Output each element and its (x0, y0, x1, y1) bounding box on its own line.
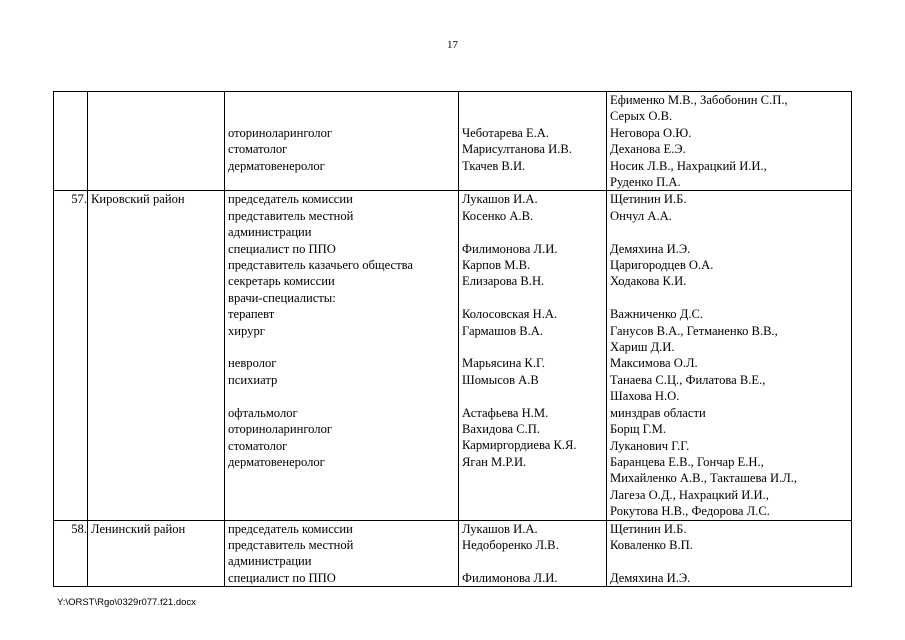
substitute-name: минздрав области (610, 405, 706, 420)
member-name (462, 503, 606, 519)
role-cell (225, 520, 459, 587)
role-line: администрации (228, 225, 312, 240)
table-row (54, 92, 852, 191)
substitute-name: Рокутова Н.В., Федорова Л.С. (610, 504, 770, 519)
role-line: специалист по ППО (228, 241, 336, 256)
member-name: Марьясина К.Г. (462, 356, 545, 371)
substitute-name: Танаева С.Ц., Филатова В.Е., (610, 372, 766, 387)
member-name (462, 224, 606, 240)
member-name: Колосовская Н.А. (462, 307, 558, 322)
district-name: Ленинский район (88, 520, 225, 587)
member-name: Лукашов И.А. (462, 521, 538, 536)
substitute-name: Луканович Г.Г. (610, 438, 690, 453)
commission-table (53, 91, 852, 587)
substitute-name: Борщ Г.М. (610, 422, 667, 437)
role-line (228, 339, 458, 355)
role-cell (225, 92, 459, 191)
member-name: Елизарова В.Н. (462, 274, 545, 289)
role-line: терапевт (228, 307, 275, 322)
role-line (228, 503, 458, 519)
substitute-name: Деханова Е.Э. (610, 142, 686, 157)
member-name: Филимонова Л.И. (462, 241, 558, 256)
role-line: представитель казачьего общества (228, 258, 413, 273)
role-line: председатель комиссии (228, 521, 353, 536)
substitute-name (610, 224, 851, 240)
role-line: секретарь комиссии (228, 274, 335, 289)
role-line: офтальмолог (228, 405, 298, 420)
member-name (462, 108, 606, 124)
member-name (462, 290, 606, 306)
member-name: Чеботарева Е.А. (462, 125, 550, 140)
table-row (54, 191, 852, 520)
member-name: Ткачев В.И. (462, 158, 526, 173)
role-line: представитель местной (228, 537, 354, 552)
district-name (88, 92, 225, 191)
member-name: Лукашов И.А. (462, 192, 538, 207)
role-line: специалист по ППО (228, 570, 336, 585)
substitute-name: Ходакова К.И. (610, 274, 687, 289)
substitute-name: Носик Л.В., Нахрацкий И.И., (610, 158, 767, 173)
member-name: Марисултанова И.В. (462, 142, 572, 157)
substitute-name: Неговора О.Ю. (610, 125, 692, 140)
substitute-name: Демяхина И.Э. (610, 570, 691, 585)
substitute-name: Ганусов В.А., Гетманенко В.В., (610, 323, 778, 338)
substitute-name: Шахова Н.О. (610, 389, 680, 404)
role-line (228, 470, 458, 486)
role-cell (225, 191, 459, 520)
substitute-name: Коваленко В.П. (610, 537, 693, 552)
substitute-cell (607, 92, 852, 191)
substitute-name (610, 290, 851, 306)
member-name: Кармиргордиева К.Я. (462, 438, 577, 453)
row-number (54, 92, 88, 191)
member-name (462, 553, 606, 569)
role-line: администрации (228, 554, 312, 569)
member-name: Яган М.Р.И. (462, 454, 527, 469)
member-cell (459, 520, 607, 587)
substitute-name: Щетинин И.Б. (610, 521, 687, 536)
substitute-name: Царигородцев О.А. (610, 258, 714, 273)
member-name (462, 92, 606, 108)
substitute-name: Михайленко А.В., Такташева И.Л., (610, 471, 798, 486)
substitute-name: Важниченко Д.С. (610, 307, 704, 322)
role-line: оториноларинголог (228, 422, 333, 437)
role-line: дерматовенеролог (228, 454, 325, 469)
member-name: Вахидова С.П. (462, 422, 541, 437)
member-name: Шомысов А.В (462, 372, 539, 387)
role-line: представитель местной (228, 208, 354, 223)
role-line: стоматолог (228, 438, 288, 453)
substitute-cell (607, 191, 852, 520)
substitute-name (610, 553, 851, 569)
substitute-name: Серых О.В. (610, 109, 673, 124)
member-name (462, 388, 606, 404)
substitute-name: Ончул А.А. (610, 208, 672, 223)
role-line (228, 487, 458, 503)
role-line: дерматовенеролог (228, 158, 325, 173)
substitute-name: Ефименко М.В., Забобонин С.П., (610, 93, 788, 107)
role-line (228, 92, 458, 108)
member-name (462, 339, 606, 355)
row-number: 58. (54, 520, 88, 587)
substitute-name: Баранцева Е.В., Гончар Е.Н., (610, 454, 764, 469)
row-number: 57. (54, 191, 88, 520)
role-line (228, 108, 458, 124)
substitute-name: Хариш Д.И. (610, 340, 675, 355)
member-name (462, 174, 606, 190)
role-line (228, 388, 458, 404)
substitute-name: Демяхина И.Э. (610, 241, 691, 256)
role-line: стоматолог (228, 142, 288, 157)
role-line: хирург (228, 323, 265, 338)
role-line: врачи-специалисты: (228, 290, 336, 305)
member-name (462, 487, 606, 503)
role-line: председатель комиссии (228, 192, 353, 207)
member-name: Астафьева Н.М. (462, 405, 549, 420)
substitute-cell (607, 520, 852, 587)
member-name: Гармашов В.А. (462, 323, 544, 338)
member-name: Косенко А.В. (462, 208, 534, 223)
district-name: Кировский район (88, 191, 225, 520)
page-number: 17 (447, 39, 458, 51)
member-cell (459, 191, 607, 520)
member-name: Карпов М.В. (462, 258, 531, 273)
file-path-footer: Y:\ORST\Rgo\0329r077.f21.docx (57, 597, 196, 608)
substitute-name: Максимова О.Л. (610, 356, 698, 371)
role-line: оториноларинголог (228, 125, 333, 140)
substitute-name: Щетинин И.Б. (610, 192, 687, 207)
member-cell (459, 92, 607, 191)
member-name (462, 470, 606, 486)
role-line (228, 174, 458, 190)
member-name: Недоборенко Л.В. (462, 537, 559, 552)
substitute-name: Руденко П.А. (610, 175, 681, 190)
table-row (54, 520, 852, 587)
member-name: Филимонова Л.И. (462, 570, 558, 585)
role-line: невролог (228, 356, 277, 371)
substitute-name: Лагеза О.Д., Нахрацкий И.И., (610, 487, 769, 502)
role-line: психиатр (228, 372, 278, 387)
